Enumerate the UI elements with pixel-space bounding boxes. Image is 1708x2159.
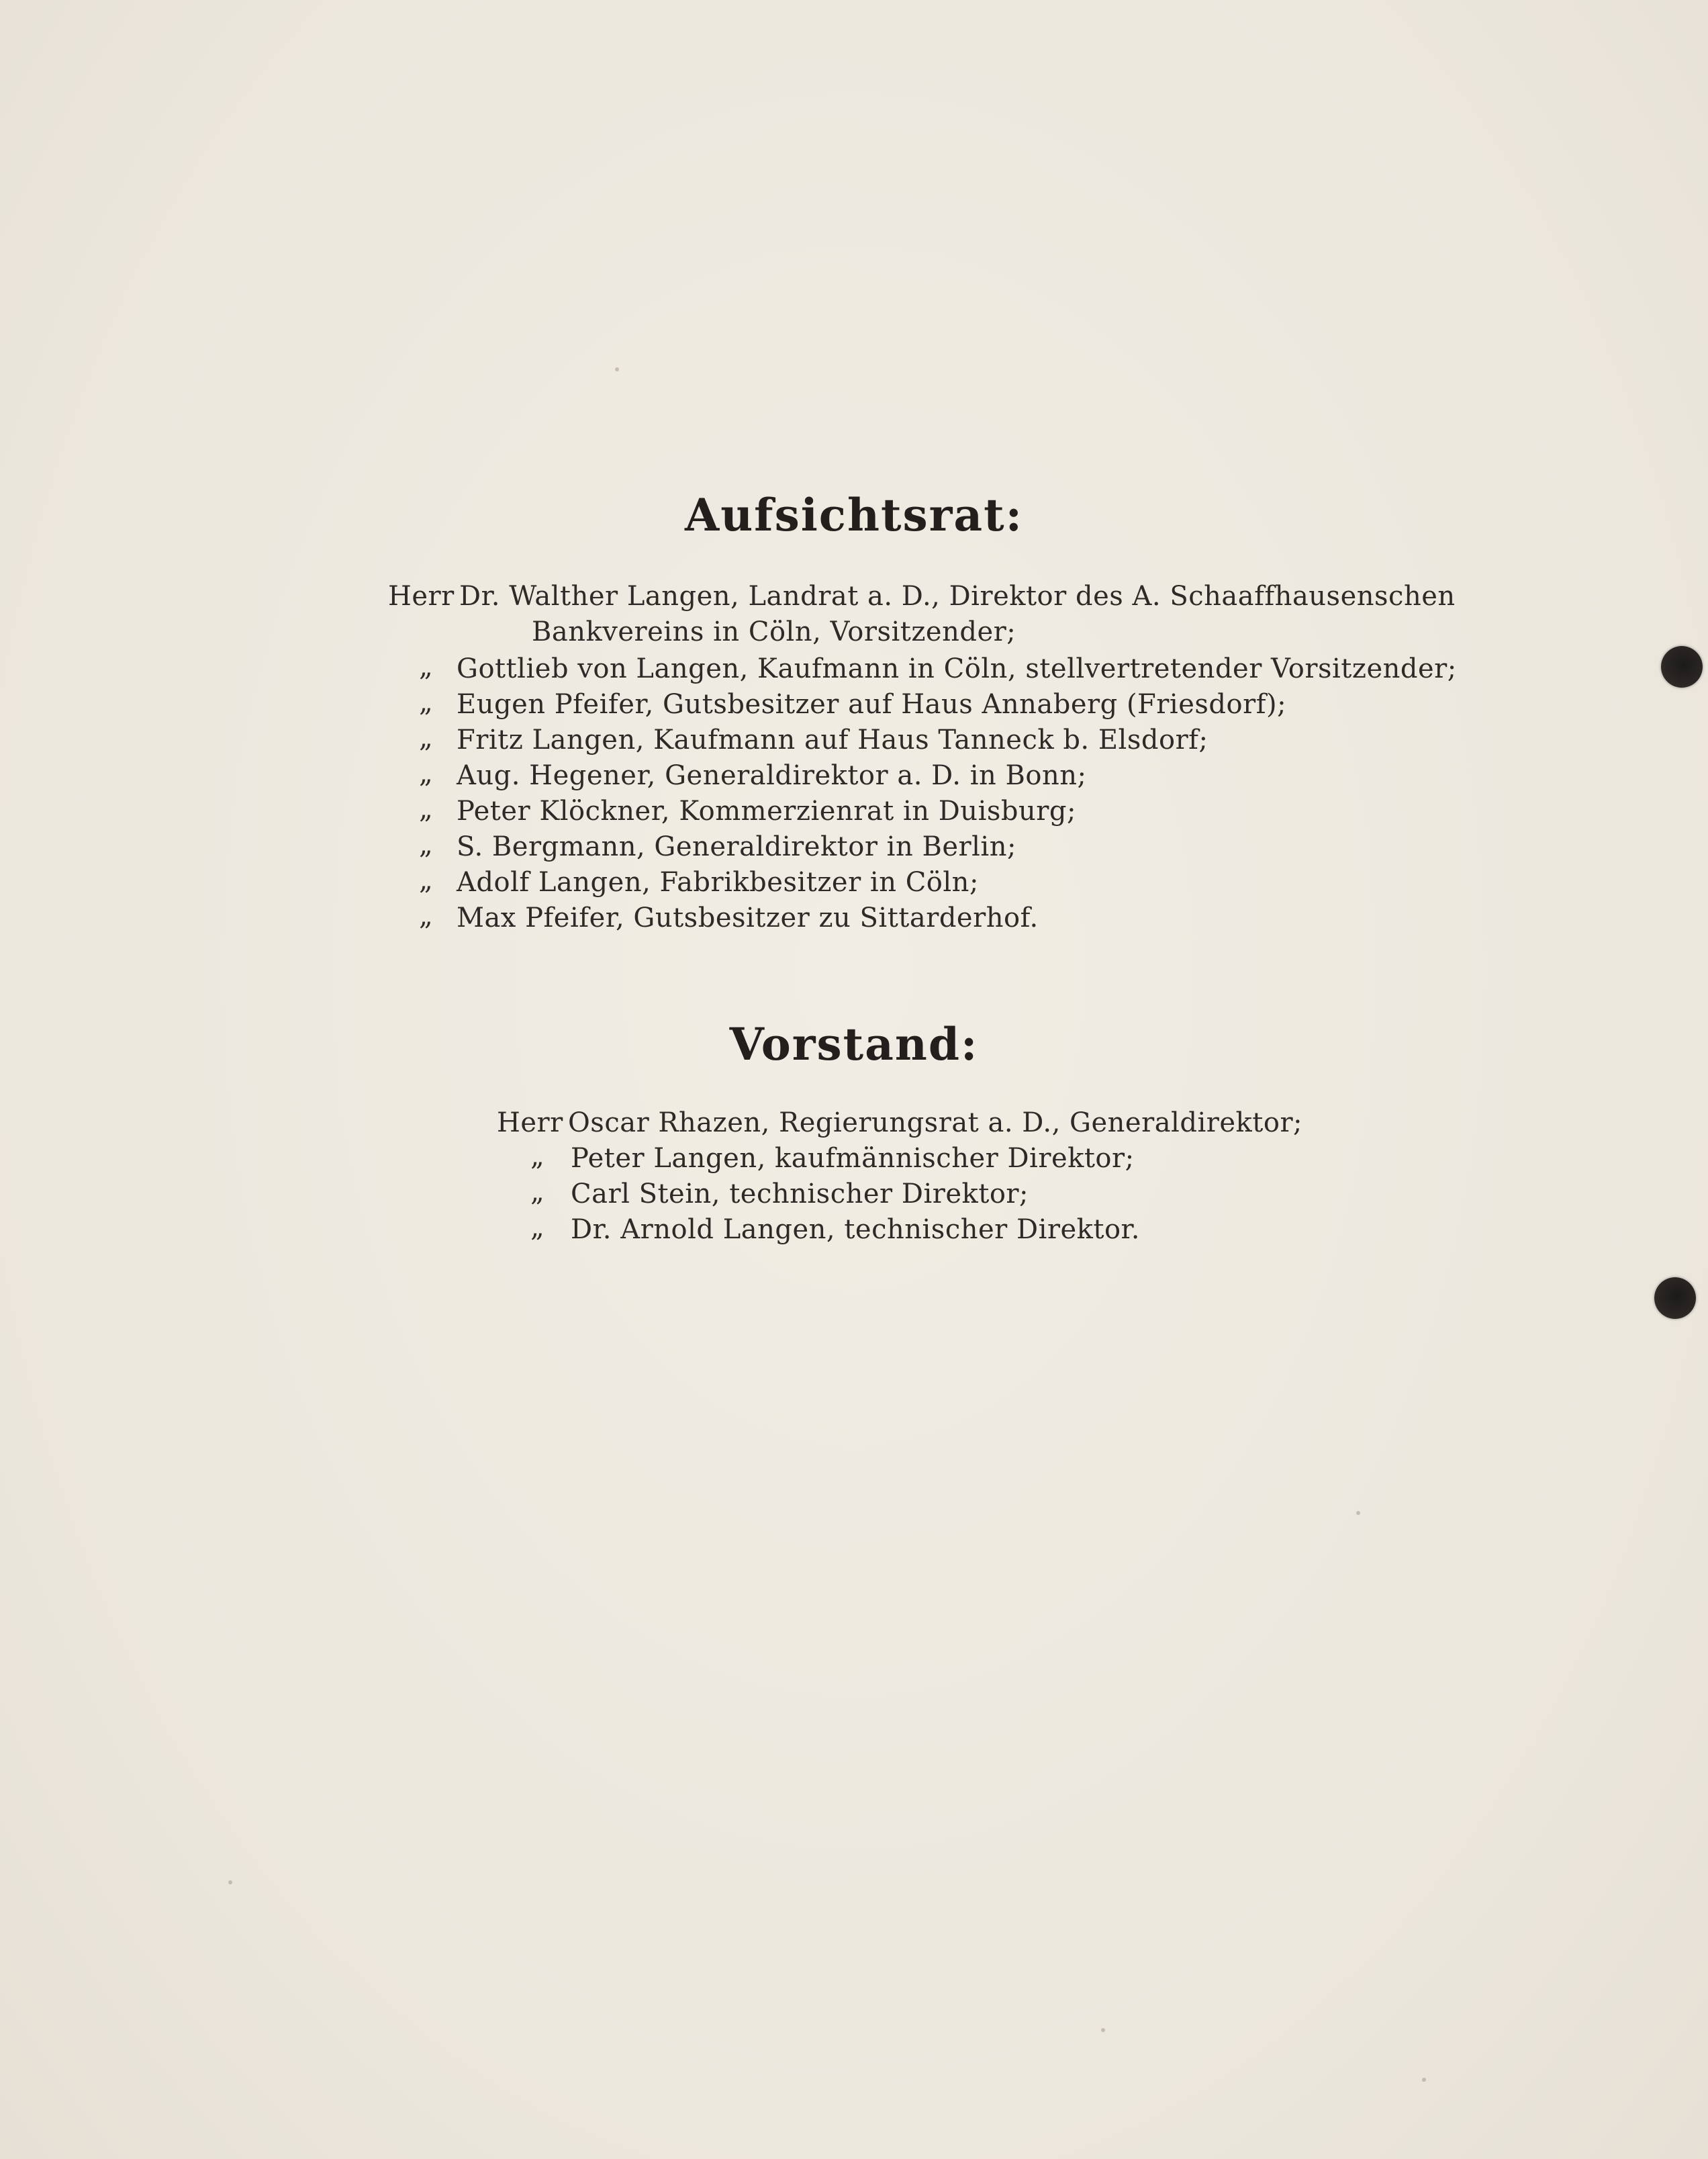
aufsichtsrat-member-2: Gottlieb von Langen, Kaufmann in Cöln, stellvertretender Vorsitzender; [457,653,1457,684]
ditto-mark: „ [419,758,433,789]
paper-speck [1356,1511,1360,1515]
ditto-mark: „ [419,865,433,896]
aufsichtsrat-member-7: S. Bergmann, Generaldirektor in Berlin; [457,831,1016,862]
ditto-mark: „ [419,651,433,682]
vorstand-heading: Vorstand: [729,1018,979,1070]
ditto-mark: „ [530,1141,544,1172]
paper-speck [1422,2078,1426,2082]
aufsichtsrat-heading: Aufsichtsrat: [684,489,1024,541]
aufsichtsrat-member-8: Adolf Langen, Fabrikbesitzer in Cöln; [457,867,979,898]
vorstand-member-1: Oscar Rhazen, Regierungsrat a. D., Generaldirektor; [568,1107,1303,1138]
paper-speck [228,1880,232,1884]
ditto-mark: „ [419,687,433,718]
paper-speck [615,367,619,371]
vorstand-member-3: Carl Stein, technischer Direktor; [571,1179,1029,1209]
vorstand-prefix-herr: Herr [497,1107,563,1138]
aufsichtsrat-member-1: Dr. Walther Langen, Landrat a. D., Direktor des A. Schaaffhausenschen [459,581,1456,612]
ditto-mark: „ [419,901,433,931]
aufsichtsrat-member-3: Eugen Pfeifer, Gutsbesitzer auf Haus Annaberg (Friesdorf); [457,689,1287,720]
vorstand-member-2: Peter Langen, kaufmännischer Direktor; [571,1143,1135,1174]
punch-hole [1661,646,1703,688]
aufsichtsrat-member-1-continued: Bankvereins in Cöln, Vorsitzender; [532,616,1016,647]
aufsichtsrat-member-6: Peter Klöckner, Kommerzienrat in Duisburg; [457,796,1076,827]
aufsichtsrat-member-4: Fritz Langen, Kaufmann auf Haus Tanneck b. Elsdorf; [457,725,1208,755]
ditto-mark: „ [419,829,433,860]
punch-hole [1654,1277,1696,1319]
ditto-mark: „ [419,794,433,825]
ditto-mark: „ [419,723,433,753]
aufsichtsrat-member-5: Aug. Hegener, Generaldirektor a. D. in Bonn; [457,760,1087,791]
ditto-mark: „ [530,1177,544,1207]
aufsichtsrat-member-9: Max Pfeifer, Gutsbesitzer zu Sittarderhof. [457,903,1039,933]
paper-speck [1101,2028,1105,2032]
ditto-mark: „ [530,1212,544,1243]
aufsichtsrat-prefix-herr: Herr [388,581,455,612]
vorstand-member-4: Dr. Arnold Langen, technischer Direktor. [571,1214,1140,1245]
